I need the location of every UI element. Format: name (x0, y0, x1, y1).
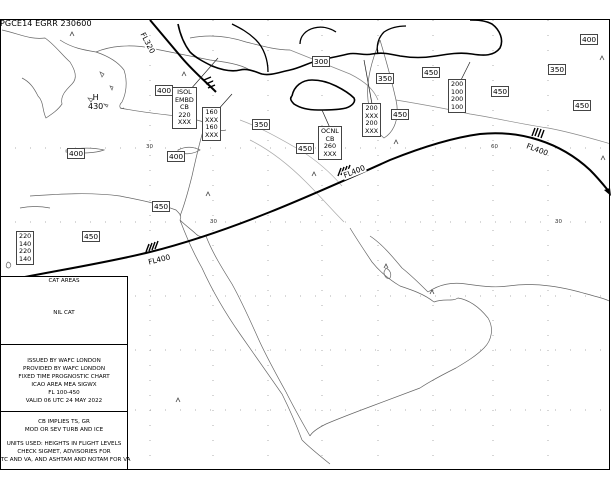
lat-label: 30 (146, 144, 153, 150)
tropo-height: 400 (582, 35, 597, 44)
issue-panel (0, 344, 128, 412)
jet-label-fl400-west: FL400 (147, 252, 172, 267)
turb-box-2: 200 XXX 200 XXX (362, 103, 381, 137)
note-line: TC AND VA, AND ASHTAM AND NOTAM FOR VA (1, 457, 131, 463)
high-letter: H (92, 93, 99, 102)
lat-label: 30 (555, 219, 562, 225)
tropo-height: 350 (378, 74, 393, 83)
jet-barbs (146, 77, 544, 252)
cb-box-isol-embd: ISOL EMBD CB 220 XXX (172, 87, 197, 129)
tropo-height: 450 (424, 68, 439, 77)
lon-label: 60 (491, 144, 498, 150)
notes-panel (0, 411, 131, 470)
jet-label-fl400-east: FL400 (525, 141, 550, 158)
tropo-height: 450 (84, 232, 99, 241)
lat-label: 30 (210, 219, 217, 225)
tropo-height: 350 (550, 65, 565, 74)
tropo-height: 450 (298, 144, 313, 153)
issue-line: ISSUED BY WAFC LONDON (27, 358, 101, 364)
tropo-height: 450 (575, 101, 590, 110)
turb-box-1: 160 XXX 160 XXX (202, 107, 221, 141)
issue-line: VALID 06 UTC 24 MAY 2022 (25, 398, 103, 404)
issue-line: FIXED TIME PROGNOSTIC CHART (18, 374, 110, 380)
note-line: UNITS USED: HEIGHTS IN FLIGHT LEVELS (6, 441, 122, 447)
cb-box-ocnl: OCNL CB 260 XXX (318, 126, 342, 160)
cat-body: NIL CAT (53, 310, 75, 316)
issue-line: FL 100-450 (48, 390, 80, 396)
chart-header: PGCE14 EGRR 230600 (0, 19, 92, 28)
high-value: 430 (88, 102, 104, 111)
high-centre (88, 93, 103, 111)
tropo-height: 400 (69, 149, 84, 158)
issue-line: ICAO AREA MEA SIGWX (31, 382, 97, 388)
tropo-height: 450 (393, 110, 408, 119)
tropo-height: 350 (254, 120, 269, 129)
note-line: CHECK SIGMET, ADVISORIES FOR (17, 449, 111, 455)
cb-area-east (291, 80, 355, 110)
note-line: CB IMPLIES TS, GR (38, 419, 90, 425)
tropo-height: 450 (154, 202, 169, 211)
turb-box-4: 220 140 220 140 (16, 231, 34, 265)
note-line: MOD OR SEV TURB AND ICE (24, 427, 104, 433)
turb-box-3: 200 100 200 100 (448, 79, 466, 113)
issue-line: PROVIDED BY WAFC LONDON (22, 366, 106, 372)
tropo-height: 450 (493, 87, 508, 96)
jet-stream-main (20, 133, 611, 278)
tropo-height: 300 (314, 57, 329, 66)
cb-area-north (178, 20, 502, 75)
cat-areas-panel (0, 276, 128, 345)
cat-title: CAT AREAS (48, 278, 80, 284)
tropo-height: 400 (169, 152, 184, 161)
jet-label-fl320: FL320 (138, 30, 158, 55)
jet-stream-north (150, 20, 216, 92)
jet-label-fl400-mid: FL400 (342, 163, 367, 180)
tropo-height: 400 (157, 86, 172, 95)
